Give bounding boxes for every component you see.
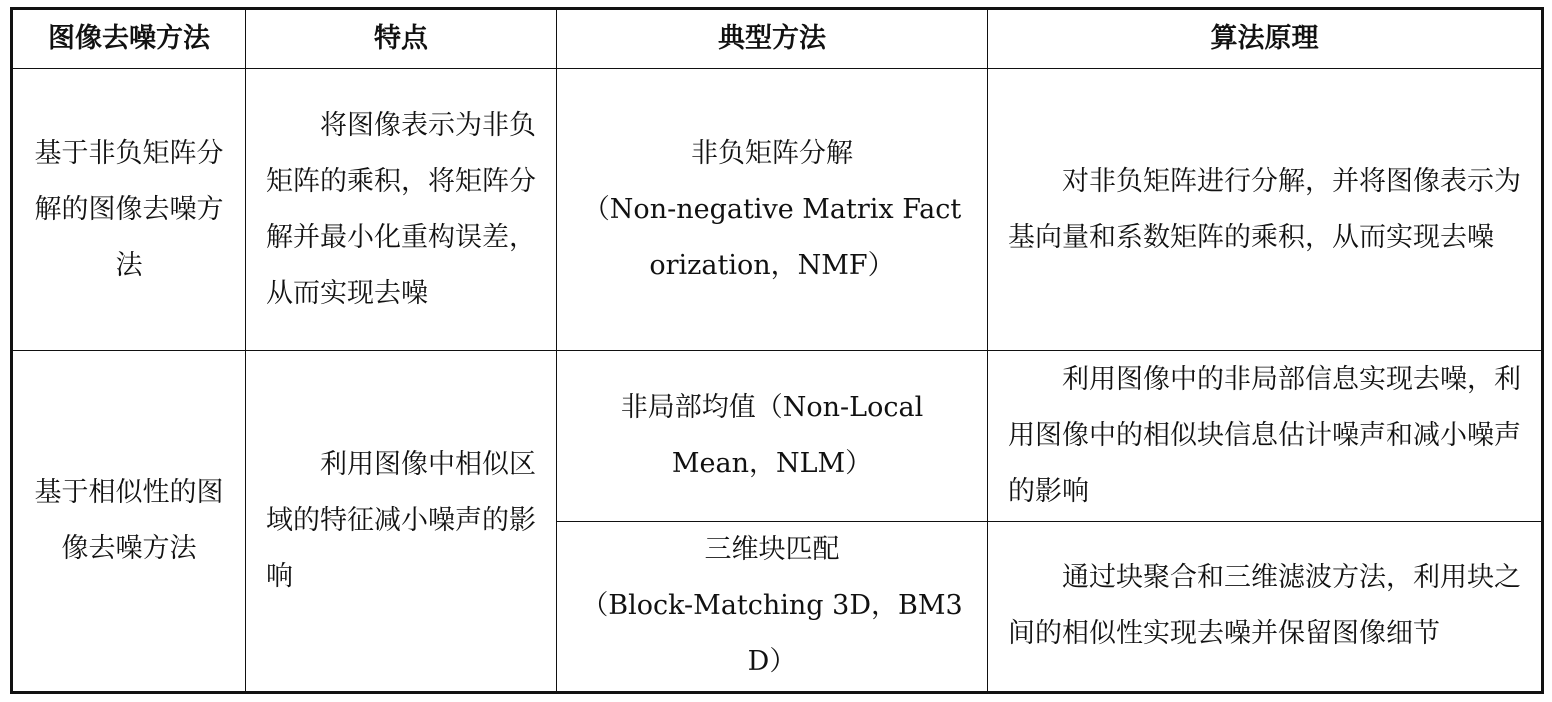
header-method: 图像去噪方法 xyxy=(12,9,246,69)
header-principle: 算法原理 xyxy=(988,9,1543,69)
typical-method-cell xyxy=(557,351,988,521)
typical-method-cell xyxy=(557,521,988,692)
typical-method-name: 非负矩阵分解 xyxy=(691,137,853,169)
typical-method-name: 三维块匹配 xyxy=(704,534,840,566)
table-row xyxy=(12,351,1543,521)
feature-cell: 将图像表示为非负矩阵的乘积，将矩阵分解并最小化重构误差，从而实现去噪 xyxy=(246,69,557,351)
method-cell: 基于非负矩阵分解的图像去噪方法 xyxy=(12,69,246,351)
table-row xyxy=(12,69,1543,351)
header-typical-method: 典型方法 xyxy=(557,9,988,69)
principle-cell: 通过块聚合和三维滤波方法，利用块之间的相似性实现去噪并保留图像细节 xyxy=(988,521,1543,692)
typical-method-cell xyxy=(557,69,988,351)
table-header-row xyxy=(12,9,1543,69)
typical-method-english: Mean，NLM） xyxy=(671,448,873,480)
denoise-methods-table xyxy=(10,7,1544,694)
principle-cell: 对非负矩阵进行分解，并将图像表示为基向量和系数矩阵的乘积，从而实现去噪 xyxy=(988,69,1543,351)
feature-cell: 利用图像中相似区域的特征减小噪声的影响 xyxy=(246,351,557,693)
typical-method-english: （Non-negative Matrix Factorization，NMF） xyxy=(582,193,962,281)
principle-cell: 利用图像中的非局部信息实现去噪，利用图像中的相似块信息估计噪声和减小噪声的影响 xyxy=(988,351,1543,521)
typical-method-english: （Block-Matching 3D，BM3D） xyxy=(581,590,963,678)
header-feature: 特点 xyxy=(246,9,557,69)
method-cell: 基于相似性的图像去噪方法 xyxy=(12,351,246,693)
typical-method-name: 非局部均值（Non-Local xyxy=(620,392,924,424)
